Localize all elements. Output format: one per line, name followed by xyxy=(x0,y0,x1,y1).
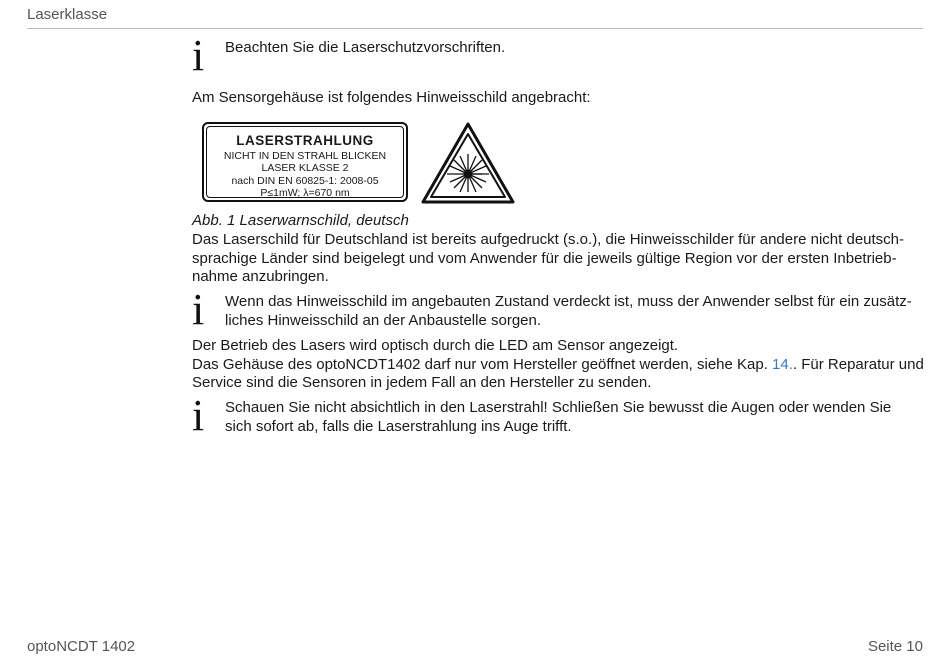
laser-hazard-triangle-icon xyxy=(420,121,516,205)
paragraph-text: Das Gehäuse des optoNCDT1402 darf nur vom Hersteller geöffnet werden, siehe Kap. xyxy=(192,355,773,373)
paragraph-line: Das Laserschild für Deutschland ist bereits aufgedruckt (s.o.), die Hinweisschilder für andere nicht deutsch- xyxy=(192,231,905,248)
note-text xyxy=(225,39,925,58)
intro-text: Am Sensorgehäuse ist folgendes Hinweisschild angebracht: xyxy=(192,89,591,106)
warning-label-line: NICHT IN DEN STRAHL BLICKEN xyxy=(223,150,387,162)
note-line: Schauen Sie nicht absichtlich in den Laserstrahl! Schließen Sie bewusst die Augen oder wenden Sie xyxy=(225,399,892,416)
paragraph-line: nahme anzubringen. xyxy=(192,268,329,285)
chapter-link[interactable]: 14. xyxy=(772,355,793,373)
laser-warning-label-inner xyxy=(206,126,404,198)
note-line: Wenn das Hinweisschild im angebauten Zustand verdeckt ist, muss der Anwender selbst für ein zusätz- xyxy=(225,293,912,310)
header-title: Laserklasse xyxy=(27,6,108,23)
warning-label-line: LASER KLASSE 2 xyxy=(261,162,349,175)
paragraph-line: Service sind die Sensoren in jedem Fall an den Hersteller zu senden. xyxy=(192,374,652,391)
note-line: sich sofort ab, falls die Laserstrahlung ins Auge trifft. xyxy=(225,417,572,435)
note-text xyxy=(225,399,925,436)
paragraph-line: Der Betrieb des Lasers wird optisch durch die LED am Sensor angezeigt. xyxy=(192,337,679,354)
paragraph-operation xyxy=(192,337,927,393)
header-rule xyxy=(27,28,923,29)
laser-warning-label xyxy=(202,122,408,202)
figure-caption: Abb. 1 Laserwarnschild, deutsch xyxy=(192,212,409,229)
paragraph-laser-labels xyxy=(192,231,927,287)
info-icon: i xyxy=(192,391,205,440)
info-icon: i xyxy=(192,285,205,334)
paragraph-text: . Für Reparatur und xyxy=(792,355,924,373)
info-icon: i xyxy=(192,31,205,80)
note-text xyxy=(225,293,925,330)
paragraph-line: sprachige Länder sind beigelegt und vom Anwender für die jeweils gültige Region vor der ersten Inbetrieb- xyxy=(192,249,897,267)
note-line: Beachten Sie die Laserschutzvorschriften. xyxy=(225,39,506,56)
footer-page-number: Seite 10 xyxy=(867,638,923,655)
paragraph-line xyxy=(192,356,927,375)
warning-label-title: LASERSTRAHLUNG xyxy=(236,133,374,148)
footer-product: optoNCDT 1402 xyxy=(27,638,136,655)
warning-label-line: nach DIN EN 60825-1: 2008-05 xyxy=(231,174,379,187)
note-line: liches Hinweisschild an der Anbaustelle sorgen. xyxy=(225,311,542,329)
warning-label-line: P≤1mW; λ=670 nm xyxy=(260,186,350,199)
